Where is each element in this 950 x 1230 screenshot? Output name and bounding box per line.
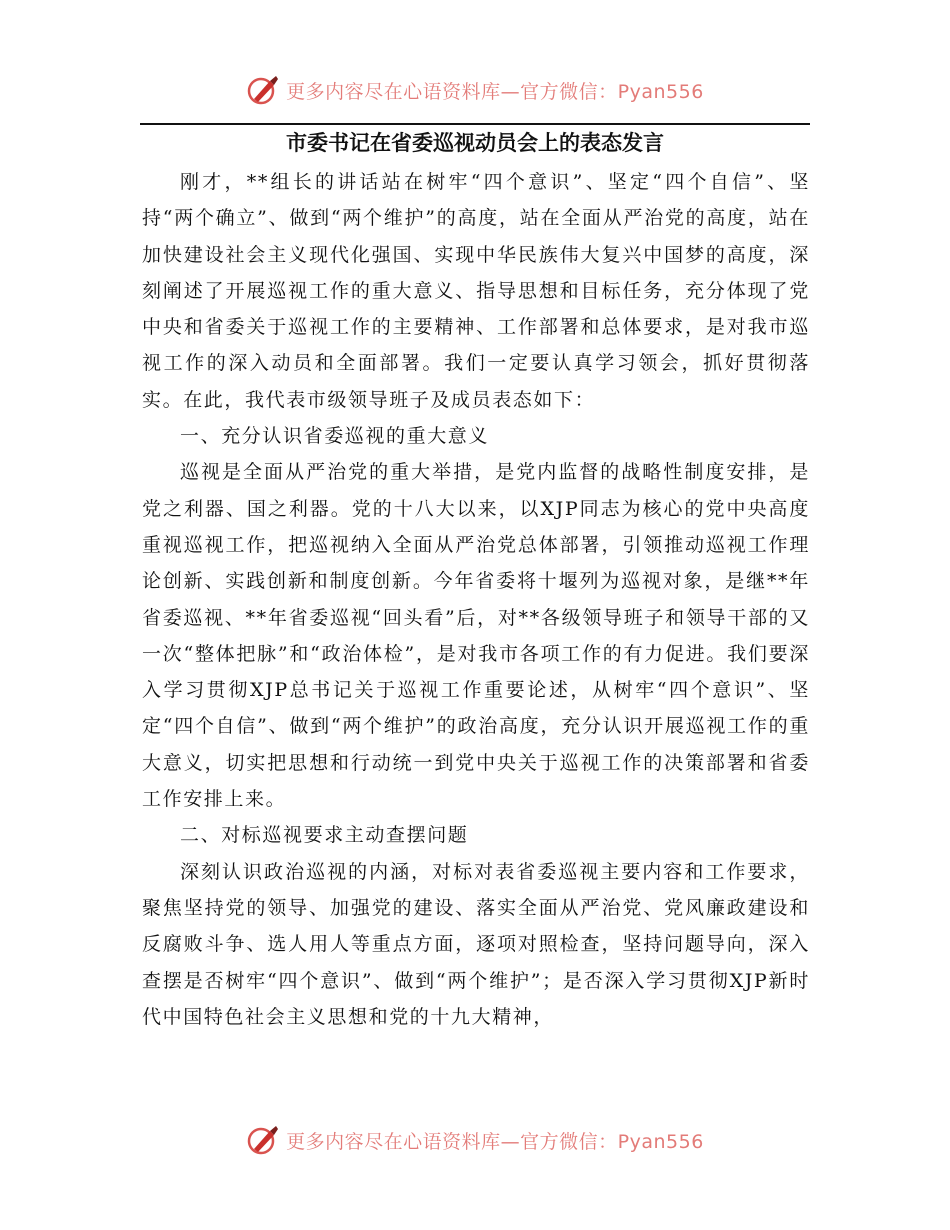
document-body: [142, 164, 810, 1035]
banner-text: 更多内容尽在心语资料库—官方微信：Pyan556: [286, 1130, 704, 1153]
pen-logo-icon: [246, 1123, 280, 1157]
document-title: 市委书记在省委巡视动员会上的表态发言: [286, 131, 664, 155]
paragraph-section-1: 巡视是全面从严治党的重大举措，是党内监督的战略性制度安排，是党之利器、国之利器。党的十八大以来，以XJP同志为核心的党中央高度重视巡视工作，把巡视纳入全面从严治党总体部署，引领推动巡视工作理论创新、实践创新和制度创新。今年省委将十堰列为巡视对象，是继**年省委巡视、**年省委巡视“回头看”后，对**各级领导班子和领导干部的又一次“整体把脉”和“政治体检”，是对我市各项工作的有力促进。我们要深入学习贯彻XJP总书记关于巡视工作重要论述，从树牢“四个意识”、坚定“四个自信”、做到“两个维护”的政治高度，充分认识开展巡视工作的重大意义，切实把思想和行动统一到党中央关于巡视工作的决策部署和省委工作安排上来。: [142, 461, 810, 811]
paragraph-intro: 刚才，**组长的讲话站在树牢“四个意识”、坚定“四个自信”、坚持“两个确立”、做到“两个维护”的高度，站在全面从严治党的高度，站在加快建设社会主义现代化强国、实现中华民族伟大复兴中国梦的高度，深刻阐述了开展巡视工作的重大意义、指导思想和目标任务，充分体现了党中央和省委关于巡视工作的主要精神、工作部署和总体要求，是对我市巡视工作的深入动员和全面部署。我们一定要认真学习领会，抓好贯彻落实。在此，我代表市级领导班子及成员表态如下：: [142, 171, 810, 411]
section-heading-2: 二、对标巡视要求主动查摆问题: [180, 824, 469, 847]
header-banner: [0, 70, 950, 110]
footer-banner: [0, 1120, 950, 1160]
banner-text: 更多内容尽在心语资料库—官方微信：Pyan556: [286, 80, 704, 103]
paragraph-section-2: 深刻认识政治巡视的内涵，对标对表省委巡视主要内容和工作要求，聚焦坚持党的领导、加强党的建设、落实全面从严治党、党风廉政建设和反腐败斗争、选人用人等重点方面，逐项对照检查，坚持问题导向，深入查摆是否树牢“四个意识”、做到“两个维护”；是否深入学习贯彻XJP新时代中国特色社会主义思想和党的十九大精神，: [142, 860, 810, 1028]
section-heading-1: 一、充分认识省委巡视的重大意义: [180, 425, 490, 448]
pen-logo-icon: [246, 73, 280, 107]
header-divider: [140, 123, 810, 125]
